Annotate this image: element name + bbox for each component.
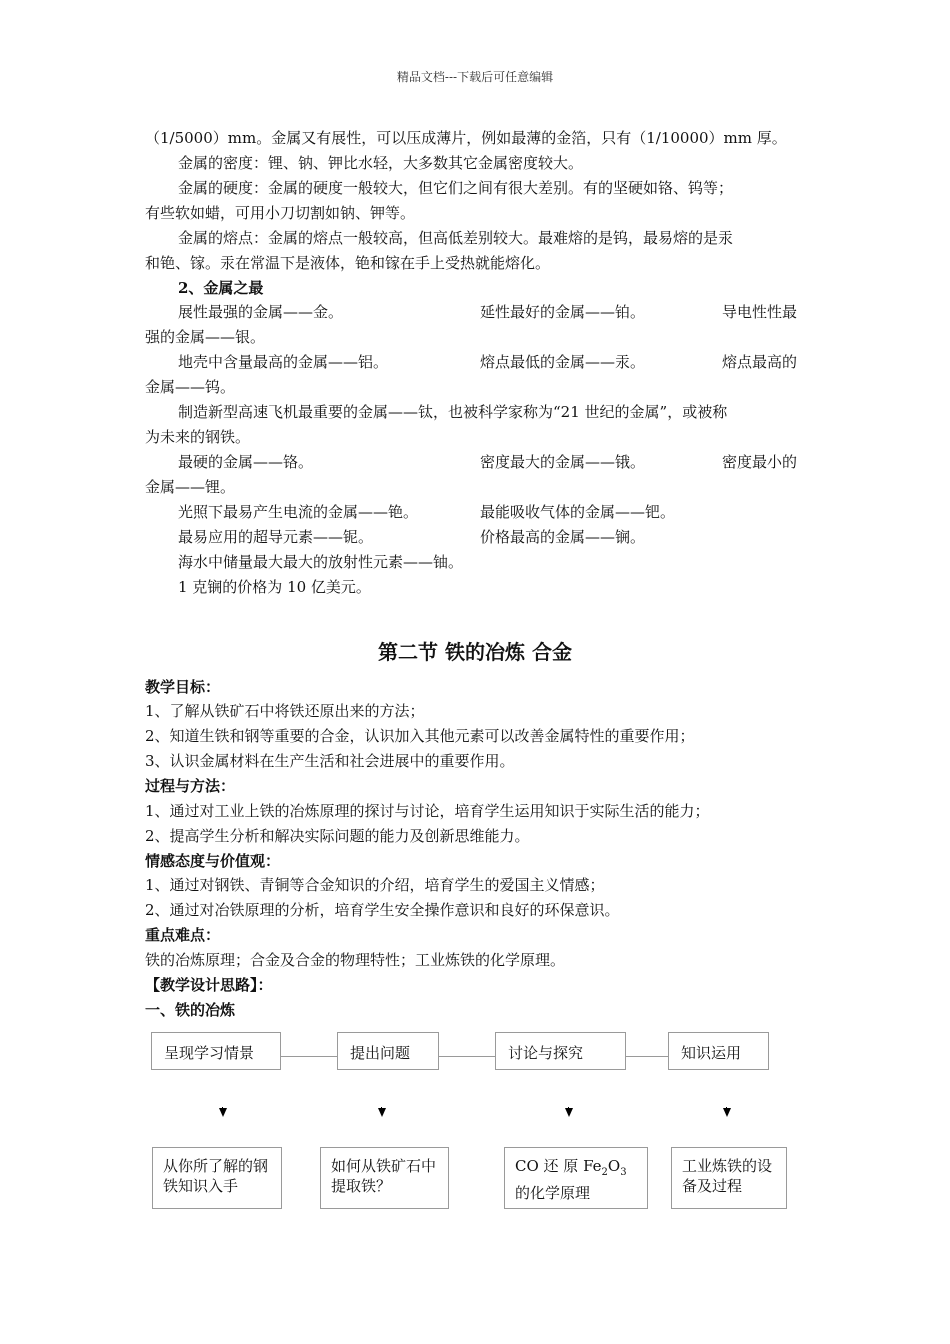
text-line: 价格最高的金属——锎。 — [480, 528, 646, 546]
text-line: 1 克锎的价格为 10 亿美元。 — [178, 578, 371, 596]
text-line: 为未来的钢铁。 — [145, 428, 251, 446]
heading-attitudes-values: 情感态度与价值观： — [145, 852, 281, 870]
text-line: 导电性性最 — [722, 303, 798, 321]
text-line: 延性最好的金属——铂。 — [480, 303, 646, 321]
text-line: 金属——钨。 — [145, 378, 236, 396]
goal-item: 3、认识金属材料在生产生活和社会进展中的重要作用。 — [145, 752, 515, 770]
flow-detail-industrial-ironmaking: 工业炼铁的设备及过程 — [671, 1147, 787, 1209]
text-line: 密度最小的 — [722, 453, 798, 471]
text-line: 金属的密度：锂、钠、钾比水轻，大多数其它金属密度较大。 — [178, 154, 584, 172]
text-line: 有些软如蜡，可用小刀切割如钠、钾等。 — [145, 204, 416, 222]
text-line: 最易应用的超导元素——铌。 — [178, 528, 374, 546]
text-line: 和铯、镓。汞在常温下是液体，铯和镓在手上受热就能熔化。 — [145, 254, 551, 272]
flow-connector — [625, 1056, 668, 1057]
arrow-down-icon — [723, 1108, 731, 1117]
section-title: 第二节 铁的冶炼 合金 — [378, 640, 572, 664]
flow-connector — [280, 1056, 337, 1057]
arrow-down-icon — [378, 1108, 386, 1117]
text-line: 海水中储量最大最大的放射性元素——铀。 — [178, 553, 464, 571]
text-line: 金属的硬度：金属的硬度一般较大，但它们之间有很大差别。有的坚硬如铬、钨等； — [178, 179, 734, 197]
flow-detail-steel-knowledge: 从你所了解的钢铁知识入手 — [152, 1147, 282, 1209]
key-points-text: 铁的冶炼原理；合金及合金的物理特性；工业炼铁的化学原理。 — [145, 951, 566, 969]
heading-design-ideas: 【教学设计思路】： — [145, 976, 273, 994]
process-item: 2、提高学生分析和解决实际问题的能力及创新思维能力。 — [145, 827, 530, 845]
flow-detail-co-reduction: CO 还 原 $Fe_2O_3$ 的化学原理 — [504, 1147, 648, 1209]
text-line: 熔点最高的 — [722, 353, 798, 371]
arrow-down-icon — [219, 1108, 227, 1117]
attitude-item: 1、通过对钢铁、青铜等合金知识的介绍，培育学生的爱国主义情感； — [145, 876, 605, 894]
flow-step-apply-knowledge: 知识运用 — [668, 1032, 769, 1070]
text-line: 最能吸收气体的金属——钯。 — [480, 503, 676, 521]
text-line: 熔点最低的金属——汞。 — [480, 353, 646, 371]
heading-teaching-goals: 教学目标： — [145, 678, 221, 696]
flow-step-discuss-explore: 讨论与探究 — [495, 1032, 626, 1070]
goal-item: 2、知道生铁和钢等重要的合金，认识加入其他元素可以改善金属特性的重要作用； — [145, 727, 695, 745]
heading-key-points: 重点难点： — [145, 926, 221, 944]
text-line: 金属的熔点：金属的熔点一般较高，但高低差别较大。最难熔的是钨，最易熔的是汞 — [178, 229, 734, 247]
process-item: 1、通过对工业上铁的冶炼原理的探讨与讨论，培育学生运用知识于实际生活的能力； — [145, 802, 710, 820]
text-line: 制造新型高速飞机最重要的金属——钛，也被科学家称为“21 世纪的金属”，或被称 — [178, 403, 728, 421]
text-line: 金属——锂。 — [145, 478, 236, 496]
heading-process-methods: 过程与方法： — [145, 777, 236, 795]
flow-connector — [438, 1056, 495, 1057]
text-line: 光照下最易产生电流的金属——铯。 — [178, 503, 419, 521]
arrow-down-icon — [565, 1108, 573, 1117]
text-line: （1/5000）mm。金属又有展性，可以压成薄片，例如最薄的金箔，只有（1/10000）mm 厚。 — [145, 129, 787, 147]
attitude-item: 2、通过对冶铁原理的分析，培育学生安全操作意识和良好的环保意识。 — [145, 901, 620, 919]
flow-step-raise-question: 提出问题 — [337, 1032, 439, 1070]
text-line: 强的金属——银。 — [145, 328, 266, 346]
flow-detail-extract-iron: 如何从铁矿石中提取铁？ — [320, 1147, 449, 1209]
text-line: 密度最大的金属——锇。 — [480, 453, 646, 471]
subheading-metal-extremes: 2、金属之最 — [178, 279, 264, 297]
goal-item: 1、了解从铁矿石中将铁还原出来的方法； — [145, 702, 425, 720]
heading-iron-smelting: 一、铁的冶炼 — [145, 1001, 236, 1019]
text-line: 最硬的金属——铬。 — [178, 453, 314, 471]
page-header: 精品文档---下载后可任意编辑 — [396, 70, 554, 84]
text-line: 地壳中含量最高的金属——铝。 — [178, 353, 389, 371]
text-line: 展性最强的金属——金。 — [178, 303, 344, 321]
flow-step-present-scenario: 呈现学习情景 — [151, 1032, 281, 1070]
